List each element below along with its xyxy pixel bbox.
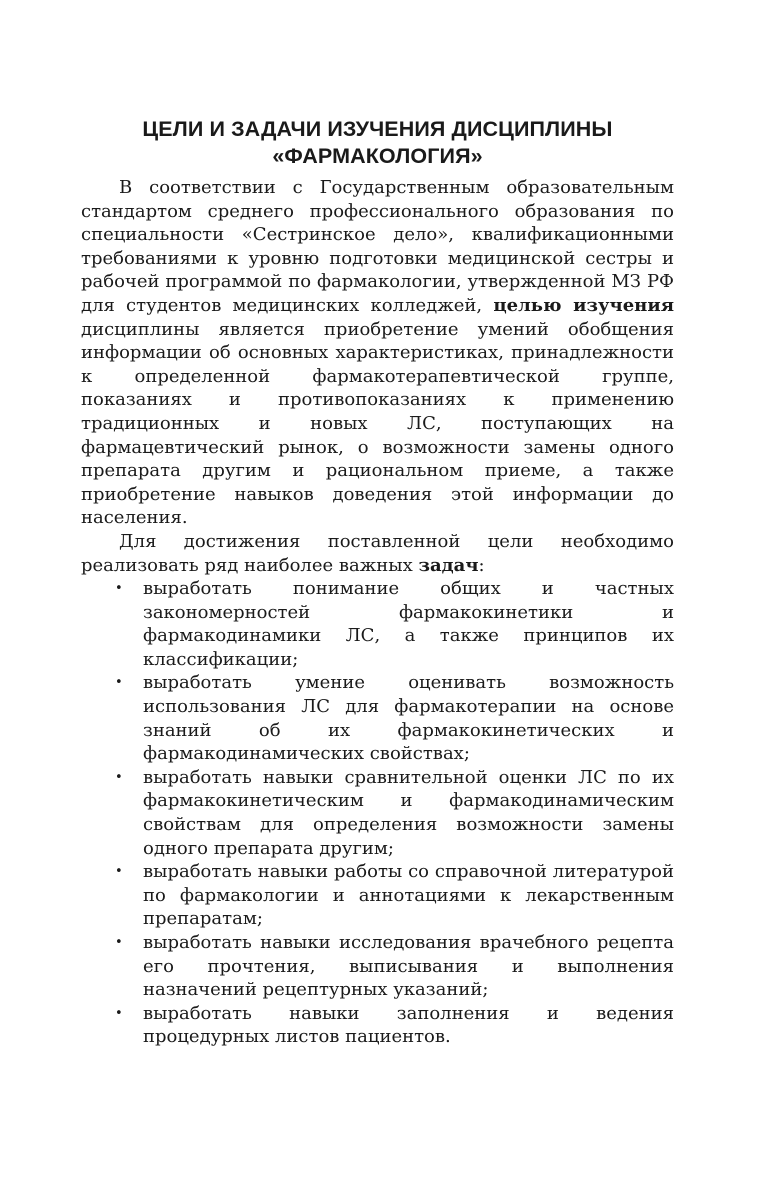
bullet-icon: • — [115, 1005, 123, 1021]
list-item — [81, 1002, 674, 1049]
tasks-intro-paragraph — [81, 530, 674, 577]
list-item — [81, 766, 674, 860]
goal-text-after: дисциплины является приобретение умений обобщения информации об основных характеристиках, принадлежности к определенной фармакотерапевтической группе, показаниях и противопоказаниях к применению традиционных и новых ЛС, поступающих на фармацевтический рынок, о возможности замены одного препарата другим и рациональном приеме, а также приобретение навыков доведения этой информации до населения. — [81, 318, 674, 529]
tasks-intro-before: Для достижения поставленной цели необходимо реализовать ряд наиболее важных — [81, 530, 674, 576]
list-item-text: выработать навыки работы со справочной литературой по фармакологии и аннотациями к лекарственным препаратам; — [143, 861, 674, 930]
list-item-text: выработать навыки заполнения и ведения процедурных листов пациентов. — [143, 1002, 674, 1048]
bullet-icon: • — [115, 935, 123, 950]
list-item — [81, 577, 674, 671]
tasks-bold-term: задач — [418, 554, 479, 576]
tasks-list — [81, 577, 674, 1049]
tasks-intro-after: : — [478, 554, 485, 576]
title-line-1: ЦЕЛИ И ЗАДАЧИ ИЗУЧЕНИЯ ДИСЦИПЛИНЫ — [142, 117, 613, 141]
document-page — [81, 0, 674, 1049]
list-item — [81, 671, 674, 765]
list-item — [81, 860, 674, 931]
list-item-text: выработать навыки сравнительной оценки ЛС по их фармакокинетическим и фармакодинамическим свойствам для определения возможности замены одного препарата другим; — [143, 766, 674, 859]
bullet-icon: • — [115, 675, 123, 691]
page-title — [81, 116, 674, 170]
list-item-text: выработать навыки исследования врачебного рецепта его прочтения, выписывания и выполнения назначений рецептурных указаний; — [143, 932, 674, 1001]
goal-bold-term: целью изучения — [493, 294, 674, 316]
bullet-icon: • — [115, 581, 123, 597]
list-item — [81, 931, 674, 1002]
document-body — [81, 176, 674, 1049]
list-item-text: выработать умение оценивать возможность использования ЛС для фармакотерапии на основе знаний об их фармакокинетических и фармакодинамических свойствах; — [143, 672, 674, 765]
goal-paragraph — [81, 176, 674, 530]
list-item-text: выработать понимание общих и частных закономерностей фармакокинетики и фармакодинамики ЛС, а также принципов их классификации; — [143, 578, 674, 670]
goal-text-before: В соответствии с Государственным образовательным стандартом среднего профессионального образования по специальности «Сестринское дело», квалификационными требованиями к уровню подготовки медицинской сестры и рабочей программой по фармакологии, утвержденной МЗ РФ для студентов медицинских колледжей, — [81, 177, 674, 316]
bullet-icon: • — [115, 769, 123, 785]
title-line-2: «ФАРМАКОЛОГИЯ» — [272, 144, 483, 168]
bullet-icon: • — [115, 864, 123, 880]
